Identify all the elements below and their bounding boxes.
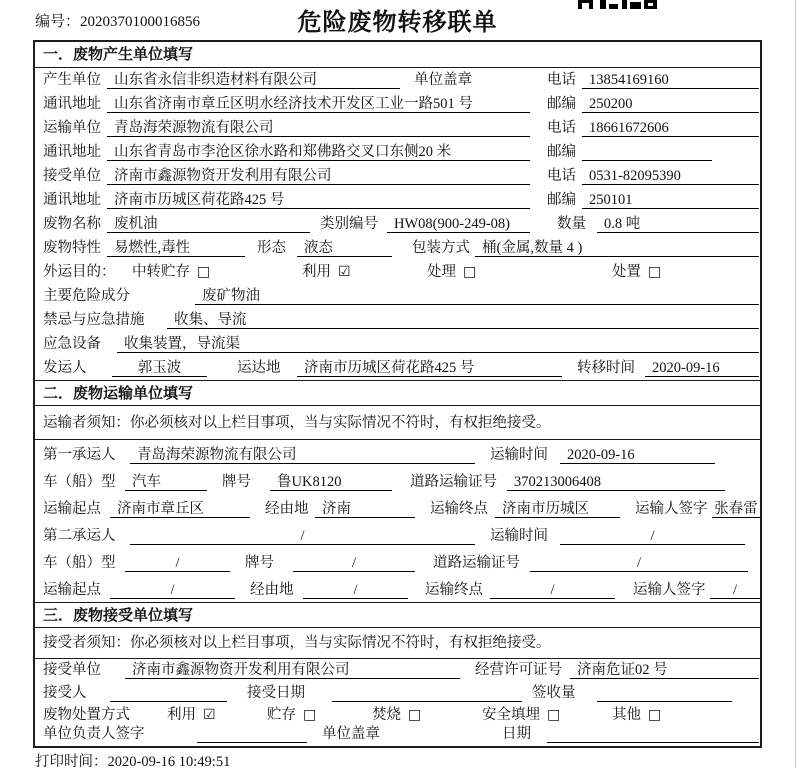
transporter-sign-label: 运输人签字 (633, 582, 706, 598)
disposal-row (35, 705, 760, 727)
received-qty-value (597, 685, 732, 702)
phone-label: 电话 (547, 120, 576, 136)
hazard-value: 废矿物油 (195, 288, 759, 305)
unit-seal-label: 单位盖章 (322, 726, 380, 742)
receiver-address-row (35, 188, 760, 212)
carrier2-row (35, 521, 760, 548)
address-label: 通讯地址 (43, 144, 101, 160)
traits-value: 易燃性,毒性 (107, 240, 245, 257)
equipment-row (35, 332, 760, 356)
purpose-option-dispose: 处置 □ (612, 264, 662, 280)
receiver-notice: 接受者须知：你必须核对以上栏目事项，当与实际情况不符时，有权拒绝接受。 (35, 628, 760, 659)
manifest-form (33, 40, 762, 748)
waste-traits-row (35, 236, 760, 260)
road-license-label: 道路运输证号 (410, 474, 497, 490)
via-value: 济南 (315, 501, 415, 518)
plate-value: / (293, 555, 415, 572)
receiver-row (35, 164, 760, 188)
print-time-label: 打印时间： (35, 754, 108, 770)
emergency-value: 收集、导流 (167, 312, 759, 329)
responsible-sign-row (35, 727, 760, 746)
accept-unit-row (35, 659, 760, 682)
form-label: 形态 (257, 240, 286, 256)
producer-phone: 13854169160 (582, 72, 759, 89)
producer-label: 产生单位 (43, 72, 101, 88)
origin-label: 运输起点 (43, 501, 101, 517)
checkbox-unchecked-icon: □ (197, 264, 211, 280)
destination-label: 运达地 (237, 360, 281, 376)
packaging-label: 包装方式 (412, 240, 470, 256)
vehicle2-row (35, 548, 760, 575)
checkbox-unchecked-icon: □ (648, 707, 662, 723)
checkbox-checked-icon: ☑ (203, 707, 216, 723)
receiver-label: 接受单位 (43, 168, 101, 184)
carrier1-value: 青岛海荣源物流有限公司 (130, 447, 475, 464)
route1-row (35, 494, 760, 521)
accept-unit-value: 济南市鑫源物资开发利用有限公司 (125, 662, 460, 679)
emergency-label: 禁忌与应急措施 (43, 312, 145, 328)
section1-header: 一．废物产生单位填写 (35, 42, 760, 68)
carrier1-row (35, 440, 760, 467)
destination-value: 济南市历城区荷花路425 号 (297, 360, 562, 377)
transporter-label: 运输单位 (43, 120, 101, 136)
unit-seal-label: 单位盖章 (414, 72, 472, 88)
disposal-option-store: 贮存 □ (267, 707, 317, 723)
origin-value: / (110, 582, 235, 599)
endpoint-value: 济南市历城区 (495, 501, 620, 518)
section3-header: 三．废物接受单位填写 (35, 602, 760, 628)
qr-code-fragment (578, 0, 658, 11)
plate-label: 牌号 (245, 555, 274, 571)
carrier1-label: 第一承运人 (43, 447, 116, 463)
quantity-label: 数量 (557, 216, 586, 232)
transporter-notice: 运输者须知：你必须核对以上栏目事项，当与实际情况不符时，有权拒绝接受。 (35, 406, 760, 440)
transporter-sign-value: / (710, 582, 760, 599)
emergency-row (35, 308, 760, 332)
disposal-option-landfill: 安全填埋 □ (482, 707, 561, 723)
via-value: / (303, 582, 408, 599)
equipment-label: 应急设备 (43, 336, 101, 352)
vehicle-type-label: 车（船）型 (43, 474, 116, 490)
dispatch-row (35, 356, 760, 380)
road-license-label: 道路运输证号 (433, 555, 520, 571)
waste-name-row (35, 212, 760, 236)
via-label: 经由地 (250, 582, 294, 598)
accept-person-row (35, 682, 760, 705)
date-value (547, 726, 759, 743)
transporter-sign-label: 运输人签字 (635, 501, 708, 517)
responsible-sign-value (197, 726, 307, 743)
checkbox-unchecked-icon: □ (648, 264, 662, 280)
disposal-label: 废物处置方式 (43, 707, 130, 723)
transporter-row (35, 116, 760, 140)
transporter-address: 山东省青岛市李沧区徐水路和郑佛路交叉口东侧20 米 (107, 144, 530, 161)
checkbox-unchecked-icon: □ (303, 707, 317, 723)
category-code: HW08(900-249-08) (387, 216, 530, 233)
purpose-option-transfer: 中转贮存 □ (132, 264, 211, 280)
vehicle-type-value: 汽车 (125, 474, 207, 491)
carrier2-value: / (130, 528, 475, 545)
checkbox-checked-icon: ☑ (338, 264, 351, 280)
vehicle-type-label: 车（船）型 (43, 555, 116, 571)
vehicle1-row (35, 467, 760, 494)
purpose-label: 外运目的： (43, 264, 116, 280)
checkbox-unchecked-icon: □ (408, 707, 422, 723)
receiver-zip: 250101 (582, 192, 759, 209)
accept-date-label: 接受日期 (247, 685, 305, 701)
address-label: 通讯地址 (43, 96, 101, 112)
transporter-phone: 18661672606 (582, 120, 759, 137)
transport-time-label: 运输时间 (490, 528, 548, 544)
hazard-row (35, 284, 760, 308)
shipper-value: 郭玉波 (112, 360, 207, 377)
transport-time-value: / (560, 528, 745, 545)
page-title: 危险废物转移联单 (297, 9, 498, 36)
transfer-time-value: 2020-09-16 (645, 360, 759, 377)
quantity-value: 0.8 吨 (597, 216, 759, 233)
transfer-time-label: 转移时间 (577, 360, 635, 376)
purpose-option-treat: 处理 □ (427, 264, 477, 280)
equipment-value: 收集装置，导流渠 (117, 336, 759, 353)
transport-time-value: 2020-09-16 (560, 447, 715, 464)
form-value: 液态 (297, 240, 392, 257)
disposal-option-incinerate: 焚烧 □ (372, 707, 422, 723)
date-label: 日期 (502, 726, 531, 742)
producer-address: 山东省济南市章丘区明水经济技术开发区工业一路501 号 (107, 96, 530, 113)
packaging-value: 桶(金属,数量 4 ) (475, 240, 759, 257)
zip-label: 邮编 (547, 192, 576, 208)
transport-time-label: 运输时间 (490, 447, 548, 463)
via-label: 经由地 (265, 501, 309, 517)
receiver-address: 济南市历城区荷花路425 号 (107, 192, 530, 209)
traits-label: 废物特性 (43, 240, 101, 256)
permit-label: 经营许可证号 (475, 662, 562, 678)
transporter-sign-value: 张春雷 (712, 501, 760, 518)
vehicle-type-value: / (125, 555, 230, 572)
checkbox-unchecked-icon: □ (463, 264, 477, 280)
transporter-address-row (35, 140, 760, 164)
zip-label: 邮编 (547, 96, 576, 112)
disposal-option-utilize: 利用 ☑ (167, 707, 216, 723)
category-label: 类别编号 (320, 216, 378, 232)
address-label: 通讯地址 (43, 192, 101, 208)
accept-date-value (332, 685, 522, 702)
doc-number-value: 2020370100016856 (80, 14, 201, 30)
plate-label: 牌号 (222, 474, 251, 490)
purpose-row (35, 260, 760, 284)
checkbox-unchecked-icon: □ (547, 707, 561, 723)
phone-label: 电话 (547, 72, 576, 88)
received-qty-label: 签收量 (532, 685, 576, 701)
endpoint-label: 运输终点 (425, 582, 483, 598)
receiver-value: 济南市鑫源物资开发利用有限公司 (107, 168, 530, 185)
hazard-label: 主要危险成分 (43, 288, 130, 304)
section2-header: 二．废物运输单位填写 (35, 380, 760, 406)
carrier2-label: 第二承运人 (43, 528, 116, 544)
disposal-option-other: 其他 □ (612, 707, 662, 723)
doc-number-label: 编号： (35, 14, 81, 30)
zip-label: 邮编 (547, 144, 576, 160)
producer-address-row (35, 92, 760, 116)
road-license-value: / (530, 555, 748, 572)
waste-name-label: 废物名称 (43, 216, 101, 232)
road-license-value: 370213006408 (507, 474, 725, 491)
transporter-value: 青岛海荣源物流有限公司 (107, 120, 530, 137)
producer-zip: 250200 (582, 96, 759, 113)
receiver-phone: 0531-82095390 (582, 168, 759, 185)
accept-person-value (110, 685, 227, 702)
waste-name: 废机油 (107, 216, 310, 233)
print-time-value: 2020-09-16 10:49:51 (107, 754, 231, 770)
permit-value: 济南危证02 号 (570, 662, 759, 679)
producer-row (35, 68, 760, 92)
origin-value: 济南市章丘区 (110, 501, 250, 518)
endpoint-label: 运输终点 (430, 501, 488, 517)
route2-row (35, 575, 760, 602)
plate-value: 鲁UK8120 (270, 474, 392, 491)
accept-person-label: 接受人 (43, 685, 87, 701)
endpoint-value: / (490, 582, 615, 599)
purpose-option-utilize: 利用 ☑ (302, 264, 351, 280)
phone-label: 电话 (547, 168, 576, 184)
responsible-sign-label: 单位负责人签字 (43, 726, 145, 742)
transporter-zip (582, 144, 712, 161)
producer-value: 山东省永信非织造材料有限公司 (107, 72, 400, 89)
shipper-label: 发运人 (43, 360, 87, 376)
origin-label: 运输起点 (43, 582, 101, 598)
accept-unit-label: 接受单位 (43, 662, 101, 678)
